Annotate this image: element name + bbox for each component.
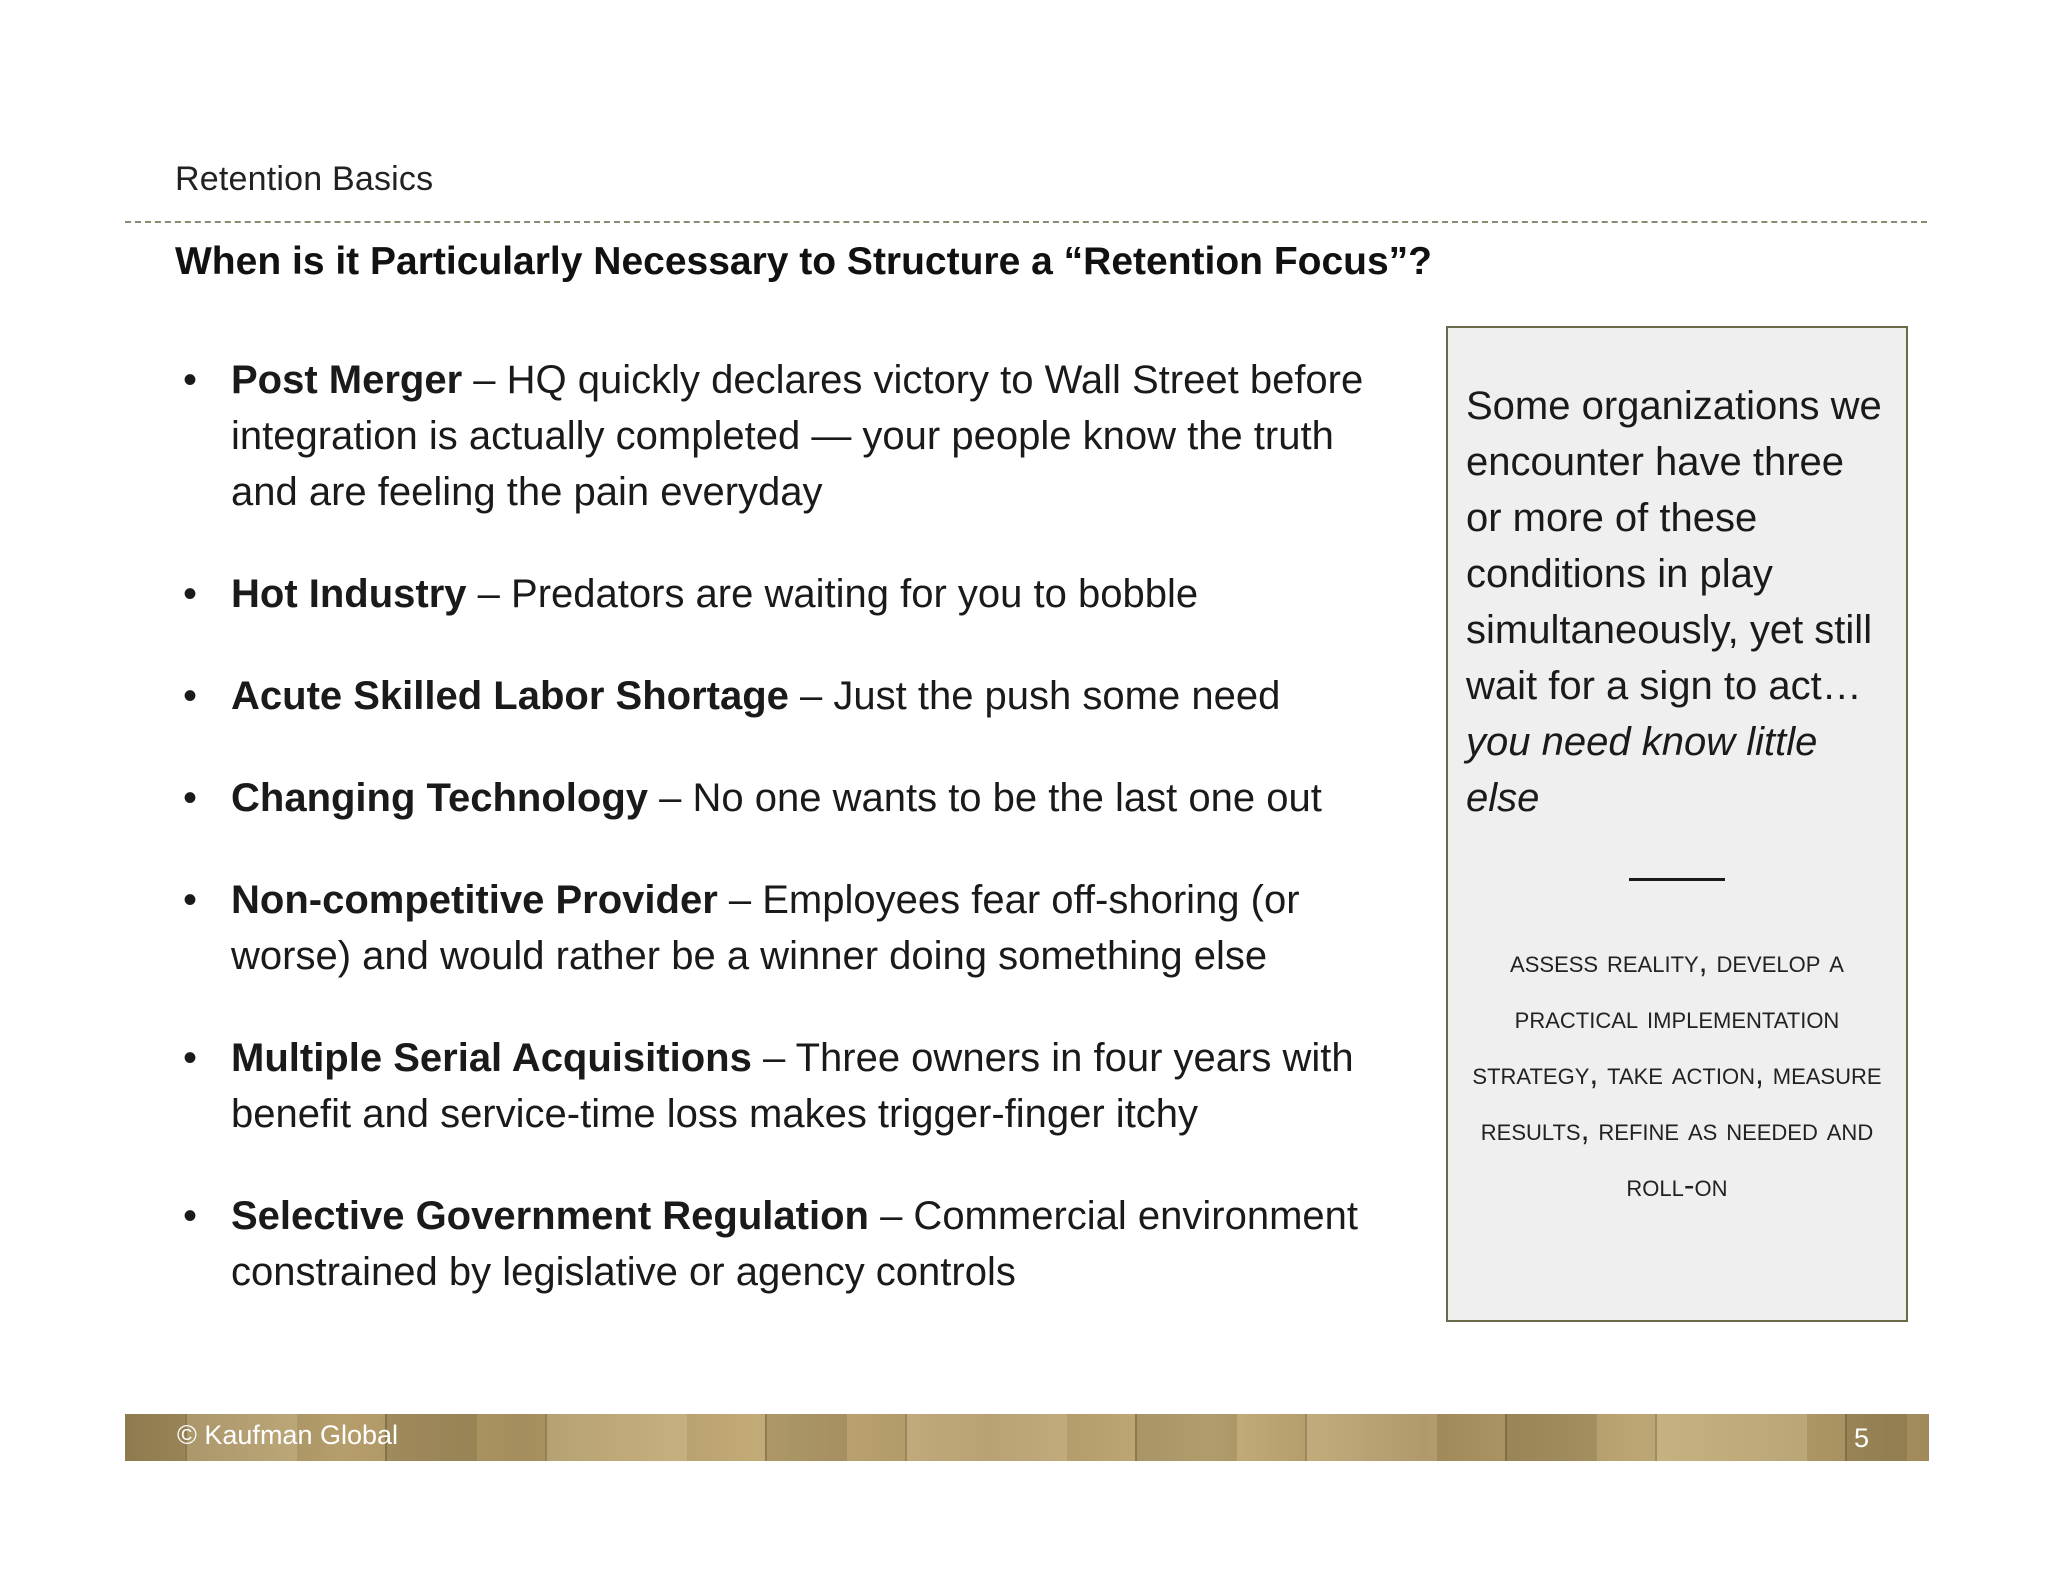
- list-item: [175, 566, 1405, 622]
- sidebar-divider: [1629, 878, 1725, 881]
- footer-band: [125, 1414, 1929, 1461]
- bullet-icon: •: [183, 1194, 198, 1238]
- slide-title: When is it Particularly Necessary to Structure a “Retention Focus”?: [175, 240, 1432, 283]
- bullet-icon: •: [183, 878, 198, 922]
- sidebar-steps: assess reality, develop a practical implementation strategy, take action, measure results, refine as needed and roll-on: [1472, 943, 1882, 1203]
- bullet-text: – Commercial environment constrained by legislative or agency controls: [231, 1194, 1359, 1294]
- footer-tile: [1135, 1414, 1237, 1461]
- footer-tile: [1505, 1414, 1597, 1461]
- bullet-term: Non-competitive Provider: [231, 878, 718, 922]
- bullet-text: – HQ quickly declares victory to Wall Street before integration is actually completed — your people know the truth and are feeling the pain everyday: [231, 358, 1364, 514]
- sidebar-quote: [1466, 378, 1888, 826]
- header-divider: [125, 221, 1927, 223]
- sidebar-callout: [1446, 326, 1908, 1322]
- bullet-term: Changing Technology: [231, 776, 649, 820]
- bullet-term: Multiple Serial Acquisitions: [231, 1036, 752, 1080]
- bullet-text: – Just the push some need: [788, 674, 1281, 718]
- footer-tile: [385, 1414, 477, 1461]
- bullet-icon: •: [183, 674, 198, 718]
- footer-tile: [765, 1414, 847, 1461]
- bullet-term: Selective Government Regulation: [231, 1194, 869, 1238]
- footer-tile: [1655, 1414, 1807, 1461]
- footer-tile: [1305, 1414, 1437, 1461]
- list-item: [175, 1030, 1405, 1142]
- footer-tile: [905, 1414, 1067, 1461]
- bullet-term: Hot Industry: [231, 572, 467, 616]
- list-item: [175, 352, 1405, 520]
- list-item: [175, 1188, 1405, 1300]
- bullet-text: – Predators are waiting for you to bobble: [466, 572, 1199, 616]
- list-item: [175, 668, 1405, 724]
- list-item: [175, 872, 1405, 984]
- bullet-term: Acute Skilled Labor Shortage: [231, 674, 789, 718]
- conditions-list: [175, 352, 1405, 1346]
- sidebar-quote-emphasis: you need know little else: [1466, 720, 1818, 820]
- footer-copyright: © Kaufman Global: [177, 1420, 399, 1450]
- section-label: Retention Basics: [175, 160, 434, 198]
- bullet-text: – No one wants to be the last one out: [648, 776, 1322, 820]
- bullet-icon: •: [183, 572, 198, 616]
- bullet-term: Post Merger: [231, 358, 463, 402]
- bullet-icon: •: [183, 776, 198, 820]
- bullet-text: – Employees fear off-shoring (or worse) and would rather be a winner doing something else: [231, 878, 1300, 978]
- footer-tile: [545, 1414, 687, 1461]
- bullet-icon: •: [183, 358, 198, 402]
- bullet-text: – Three owners in four years with benefit and service-time loss makes trigger-finger itchy: [231, 1036, 1354, 1136]
- page-number: 5: [1853, 1423, 1869, 1453]
- sidebar-quote-text: Some organizations we encounter have three or more of these conditions in play simultaneously, yet still wait for a sign to act…: [1466, 384, 1882, 708]
- list-item: [175, 770, 1405, 826]
- bullet-icon: •: [183, 1036, 198, 1080]
